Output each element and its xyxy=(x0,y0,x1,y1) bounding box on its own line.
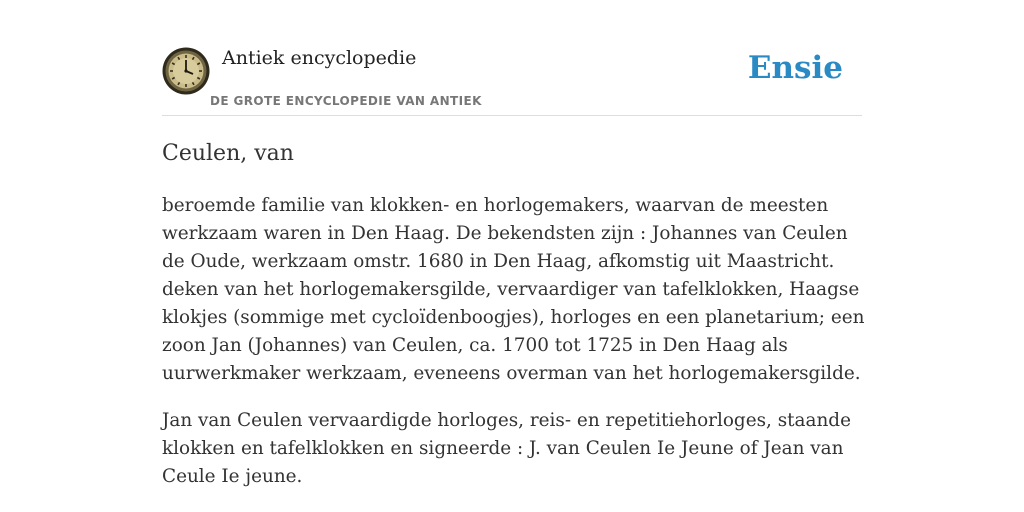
header-divider xyxy=(162,115,862,116)
site-subtitle: DE GROTE ENCYCLOPEDIE VAN ANTIEK xyxy=(210,94,482,108)
site-title-link[interactable]: Antiek encyclopedie xyxy=(222,47,417,69)
article-paragraph: Jan van Ceulen vervaardigde horloges, reis- en repetitiehorloges, staande klokken en tafelklokken en signeerde : J. van Ceulen Ie Jeune of Jean van Ceule Ie jeune. xyxy=(162,410,851,487)
article-title: Ceulen, van xyxy=(162,141,294,166)
article-paragraph: beroemde familie van klokken- en horlogemakers, waarvan de meesten werkzaam waren in Den Haag. De bekendsten zijn : Johannes van Ceulen de Oude, werkzaam omstr. 1680 in Den Haag, afkomstig uit Maastricht. deken van het horlogemakersgilde, vervaardiger van tafelklokken, Haagse klokjes (sommige met cycloïdenboogjes), horloges en een planetarium; een zoon Jan (Johannes) van Ceulen, ca. 1700 tot 1725 in Den Haag als uurwerkmaker werkzaam, eveneens overman van het horlogemakersgilde. xyxy=(162,195,865,384)
ensie-brand-link[interactable]: Ensie xyxy=(747,50,843,86)
article-body xyxy=(162,192,874,510)
antique-clock-icon[interactable] xyxy=(162,47,210,95)
